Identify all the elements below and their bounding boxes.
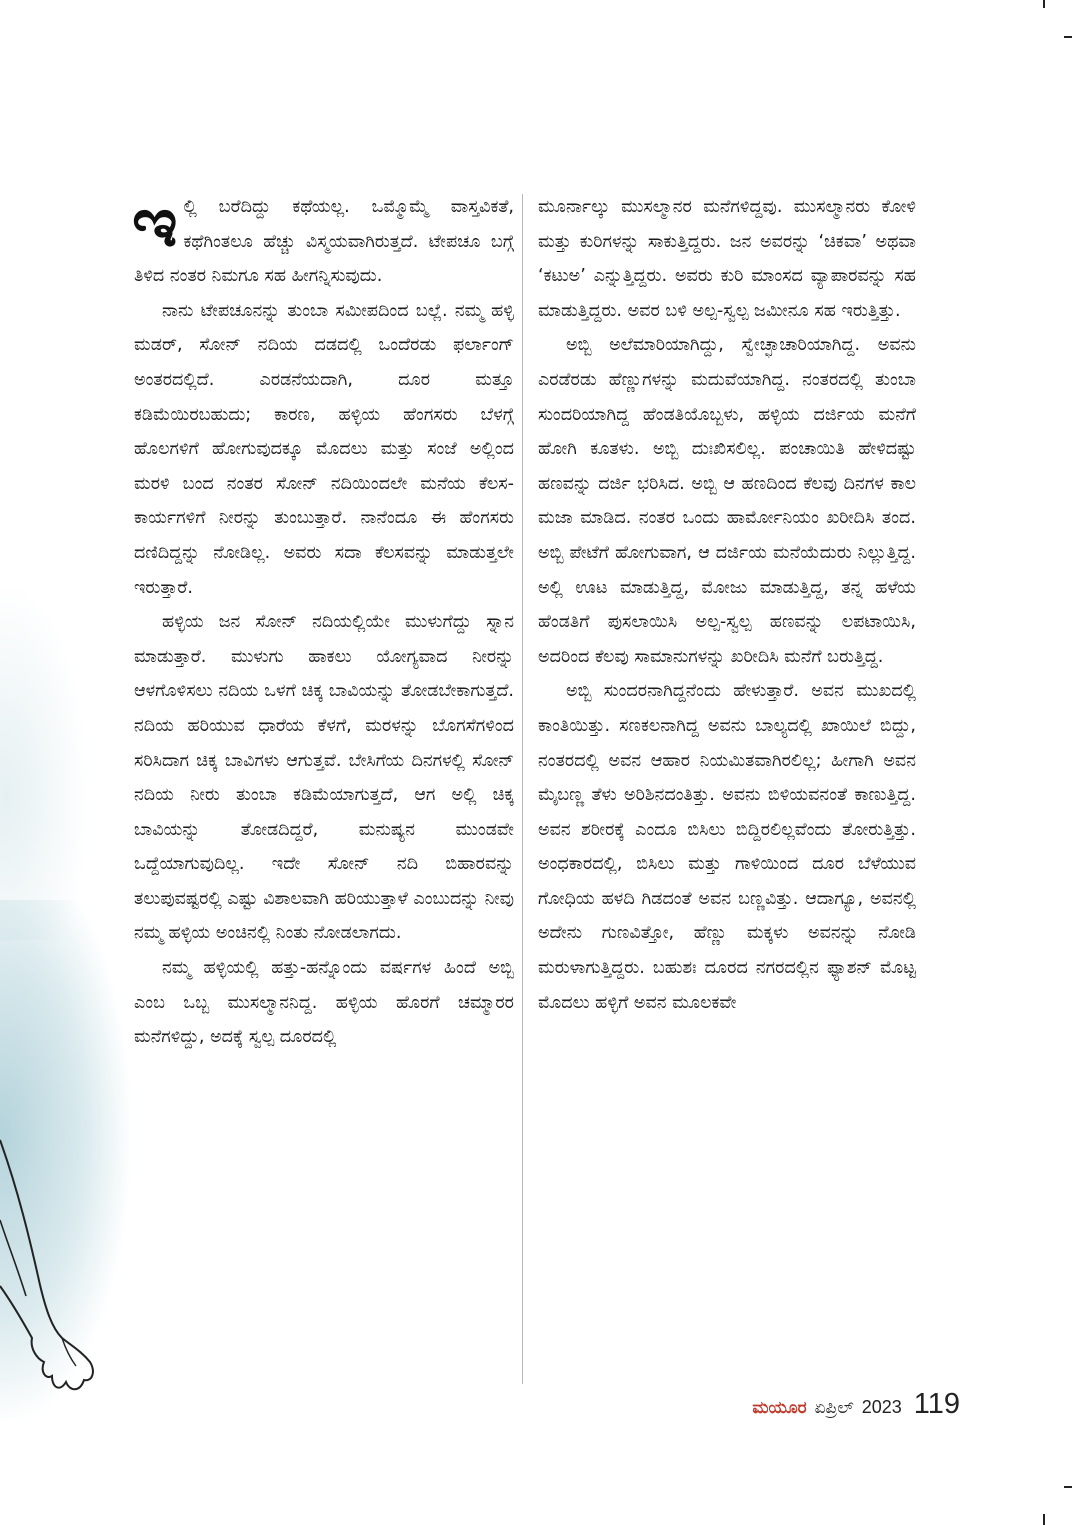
- paragraph: ಹಳ್ಳಿಯ ಜನ ಸೋನ್ ನದಿಯಲ್ಲಿಯೇ ಮುಳುಗೆದ್ದು ಸ್ನಾನ ಮಾಡುತ್ತಾರೆ. ಮುಳುಗು ಹಾಕಲು ಯೋಗ್ಯವಾದ ನೀರನ್ನು ಆಳಗೊಳಿಸಲು ನದಿಯ ಒಳಗೆ ಚಿಕ್ಕ ಬಾವಿಯನ್ನು ತೋಡಬೇಕಾಗುತ್ತದೆ. ನದಿಯ ಹರಿಯುವ ಧಾರೆಯ ಕೆಳಗೆ, ಮರಳನ್ನು ಬೊಗಸೆಗಳಿಂದ ಸರಿಸಿದಾಗ ಚಿಕ್ಕ ಬಾವಿಗಳು ಆಗುತ್ತವೆ. ಬೇಸಿಗೆಯ ದಿನಗಳಲ್ಲಿ ಸೋನ್ ನದಿಯ ನೀರು ತುಂಬಾ ಕಡಿಮೆಯಾಗುತ್ತದೆ, ಆಗ ಅಲ್ಲಿ ಚಿಕ್ಕ ಬಾವಿಯನ್ನು ತೋಡದಿದ್ದರೆ, ಮನುಷ್ಯನ ಮುಂಡವೇ ಒದ್ದೆಯಾಗುವುದಿಲ್ಲ. ಇದೇ ಸೋನ್ ನದಿ ಬಿಹಾರವನ್ನು ತಲುಪುವಷ್ಟರಲ್ಲಿ ಎಷ್ಟು ವಿಶಾಲವಾಗಿ ಹರಿಯುತ್ತಾಳೆ ಎಂಬುದನ್ನು ನೀವು ನಮ್ಮ ಹಳ್ಳಿಯ ಅಂಚಿನಲ್ಲಿ ನಿಂತು ನೋಡಲಾಗದು.: [134, 612, 514, 944]
- issue-year: 2023: [861, 1397, 902, 1417]
- crop-mark-top: [1043, 0, 1045, 8]
- column-divider: [522, 194, 523, 1384]
- page-number: 119: [913, 1388, 960, 1420]
- paragraph: ನಾನು ಟೇಪಚೂನನ್ನು ತುಂಬಾ ಸಮೀಪದಿಂದ ಬಲ್ಲೆ. ನಮ್ಮ ಹಳ್ಳಿ ಮಡರ್, ಸೋನ್ ನದಿಯ ದಡದಲ್ಲಿ ಒಂದೆರಡು ಫರ್ಲಾಂಗ್ ಅಂತರದಲ್ಲಿದೆ. ಎರಡನೆಯದಾಗಿ, ದೂರ ಮತ್ತೂ ಕಡಿಮೆಯಿರಬಹುದು; ಕಾರಣ, ಹಳ್ಳಿಯ ಹೆಂಗಸರು ಬೆಳಗ್ಗೆ ಹೊಲಗಳಿಗೆ ಹೋಗುವುದಕ್ಕೂ ಮೊದಲು ಮತ್ತು ಸಂಜೆ ಅಲ್ಲಿಂದ ಮರಳಿ ಬಂದ ನಂತರ ಸೋನ್ ನದಿಯಿಂದಲೇ ಮನೆಯ ಕೆಲಸ-ಕಾರ್ಯಗಳಿಗೆ ನೀರನ್ನು ತುಂಬುತ್ತಾರೆ. ನಾನೆಂದೂ ಈ ಹೆಂಗಸರು ದಣಿದಿದ್ದನ್ನು ನೋಡಿಲ್ಲ. ಅವರು ಸದಾ ಕೆಲಸವನ್ನು ಮಾಡುತ್ತಲೇ ಇರುತ್ತಾರೆ.: [134, 300, 514, 598]
- paragraph-intro-text: ಲ್ಲಿ ಬರೆದಿದ್ದು ಕಥೆಯಲ್ಲ. ಒಮ್ಮೊಮ್ಮೆ ವಾಸ್ತವಿಕತೆ, ಕಥೆಗಿಂತಲೂ ಹೆಚ್ಚು ವಿಸ್ಮಯವಾಗಿರುತ್ತದೆ. ಟೇಪಚೂ ಬಗ್ಗೆ ತಿಳಿದ ನಂತರ ನಿಮಗೂ ಸಹ ಹೀಗನ್ನಿಸುವುದು.: [134, 197, 514, 287]
- crop-mark-bottom: [1043, 1514, 1045, 1525]
- issue-month: ಏಪ್ರಿಲ್: [814, 1398, 854, 1418]
- crop-mark-right-bottom: [1064, 1486, 1072, 1488]
- right-column: [538, 190, 916, 1020]
- crop-mark-right-top: [1064, 36, 1072, 38]
- paragraph: ಅಬ್ಬಿ ಸುಂದರನಾಗಿದ್ದನೆಂದು ಹೇಳುತ್ತಾರೆ. ಅವನ ಮುಖದಲ್ಲಿ ಕಾಂತಿಯಿತ್ತು. ಸಣಕಲನಾಗಿದ್ದ ಅವನು ಬಾಲ್ಯದಲ್ಲಿ ಖಾಯಿಲೆ ಬಿದ್ದು, ನಂತರದಲ್ಲಿ ಅವನ ಆಹಾರ ನಿಯಮಿತವಾಗಿರಲಿಲ್ಲ; ಹೀಗಾಗಿ ಅವನ ಮೈಬಣ್ಣ ತೆಳು ಅರಿಶಿನದಂತಿತ್ತು. ಅವನು ಬಿಳಿಯವನಂತೆ ಕಾಣುತ್ತಿದ್ದ. ಅವನ ಶರೀರಕ್ಕೆ ಎಂದೂ ಬಿಸಿಲು ಬಿದ್ದಿರಲಿಲ್ಲವೆಂದು ತೋರುತ್ತಿತ್ತು. ಅಂಧಕಾರದಲ್ಲಿ, ಬಿಸಿಲು ಮತ್ತು ಗಾಳಿಯಿಂದ ದೂರ ಬೆಳೆಯುವ ಗೋಧಿಯ ಹಳದಿ ಗಿಡದಂತೆ ಅವನ ಬಣ್ಣವಿತ್ತು. ಆದಾಗ್ಯೂ, ಅವನಲ್ಲಿ ಅದೇನು ಗುಣವಿತ್ತೋ, ಹೆಣ್ಣು ಮಕ್ಕಳು ಅವನನ್ನು ನೋಡಿ ಮರುಳಾಗುತ್ತಿದ್ದರು. ಬಹುಶಃ ದೂರದ ನಗರದಲ್ಲಿನ ಫ್ಯಾಶನ್ ಮೊಟ್ಟ ಮೊದಲು ಹಳ್ಳಿಗೆ ಅವನ ಮೂಲಕವೇ: [538, 681, 916, 1013]
- left-column: [132, 180, 514, 1055]
- illustration-arm: [0, 1100, 110, 1400]
- watercolor-wash-light: [0, 580, 90, 940]
- paragraph: ನಮ್ಮ ಹಳ್ಳಿಯಲ್ಲಿ ಹತ್ತು-ಹನ್ನೊಂದು ವರ್ಷಗಳ ಹಿಂದೆ ಅಬ್ಬಿ ಎಂಬ ಒಬ್ಬ ಮುಸಲ್ಮಾನನಿದ್ದ. ಹಳ್ಳಿಯ ಹೊರಗೆ ಚಮ್ಮಾರರ ಮನೆಗಳಿದ್ದು, ಅದಕ್ಕೆ ಸ್ವಲ್ಪ ದೂರದಲ್ಲಿ: [134, 958, 514, 1048]
- page-footer: [752, 1388, 960, 1421]
- drop-cap: ಇ: [132, 180, 178, 263]
- paragraph-intro: [132, 180, 514, 294]
- paragraph: ಅಬ್ಬಿ ಅಲೆಮಾರಿಯಾಗಿದ್ದು, ಸ್ವೇಚ್ಛಾಚಾರಿಯಾಗಿದ್ದ. ಅವನು ಎರಡೆರಡು ಹೆಣ್ಣುಗಳನ್ನು ಮದುವೆಯಾಗಿದ್ದ. ನಂತರದಲ್ಲಿ ತುಂಬಾ ಸುಂದರಿಯಾಗಿದ್ದ ಹೆಂಡತಿಯೊಬ್ಬಳು, ಹಳ್ಳಿಯ ದರ್ಜಿಯ ಮನೆಗೆ ಹೋಗಿ ಕೂತಳು. ಅಬ್ಬಿ ದುಃಖಿಸಲಿಲ್ಲ. ಪಂಚಾಯಿತಿ ಹೇಳಿದಷ್ಟು ಹಣವನ್ನು ದರ್ಜಿ ಭರಿಸಿದ. ಅಬ್ಬಿ ಆ ಹಣದಿಂದ ಕೆಲವು ದಿನಗಳ ಕಾಲ ಮಜಾ ಮಾಡಿದ. ನಂತರ ಒಂದು ಹಾರ್ಮೋನಿಯಂ ಖರೀದಿಸಿ ತಂದ. ಅಬ್ಬಿ ಪೇಟೆಗೆ ಹೋಗುವಾಗ, ಆ ದರ್ಜಿಯ ಮನೆಯೆದುರು ನಿಲ್ಲುತ್ತಿದ್ದ. ಅಲ್ಲಿ ಊಟ ಮಾಡುತ್ತಿದ್ದ, ಮೋಜು ಮಾಡುತ್ತಿದ್ದ, ತನ್ನ ಹಳೆಯ ಹೆಂಡತಿಗೆ ಪುಸಲಾಯಿಸಿ ಅಲ್ಪ-ಸ್ವಲ್ಪ ಹಣವನ್ನು ಲಪಟಾಯಿಸಿ, ಅದರಿಂದ ಕೆಲವು ಸಾಮಾನುಗಳನ್ನು ಖರೀದಿಸಿ ಮನೆಗೆ ಬರುತ್ತಿದ್ದ.: [538, 335, 916, 667]
- magazine-brand: ಮಯೂರ: [752, 1398, 807, 1418]
- paragraph: ಮೂರ್ನಾಲ್ಕು ಮುಸಲ್ಮಾನರ ಮನೆಗಳಿದ್ದವು. ಮುಸಲ್ಮಾನರು ಕೋಳಿ ಮತ್ತು ಕುರಿಗಳನ್ನು ಸಾಕುತ್ತಿದ್ದರು. ಜನ ಅವರನ್ನು ‘ಚಿಕವಾ’ ಅಥವಾ ‘ಕಟುಅ’ ಎನ್ನುತ್ತಿದ್ದರು. ಅವರು ಕುರಿ ಮಾಂಸದ ವ್ಯಾಪಾರವನ್ನು ಸಹ ಮಾಡುತ್ತಿದ್ದರು. ಅವರ ಬಳಿ ಅಲ್ಪ-ಸ್ವಲ್ಪ ಜಮೀನೂ ಸಹ ಇರುತ್ತಿತ್ತು.: [538, 197, 916, 321]
